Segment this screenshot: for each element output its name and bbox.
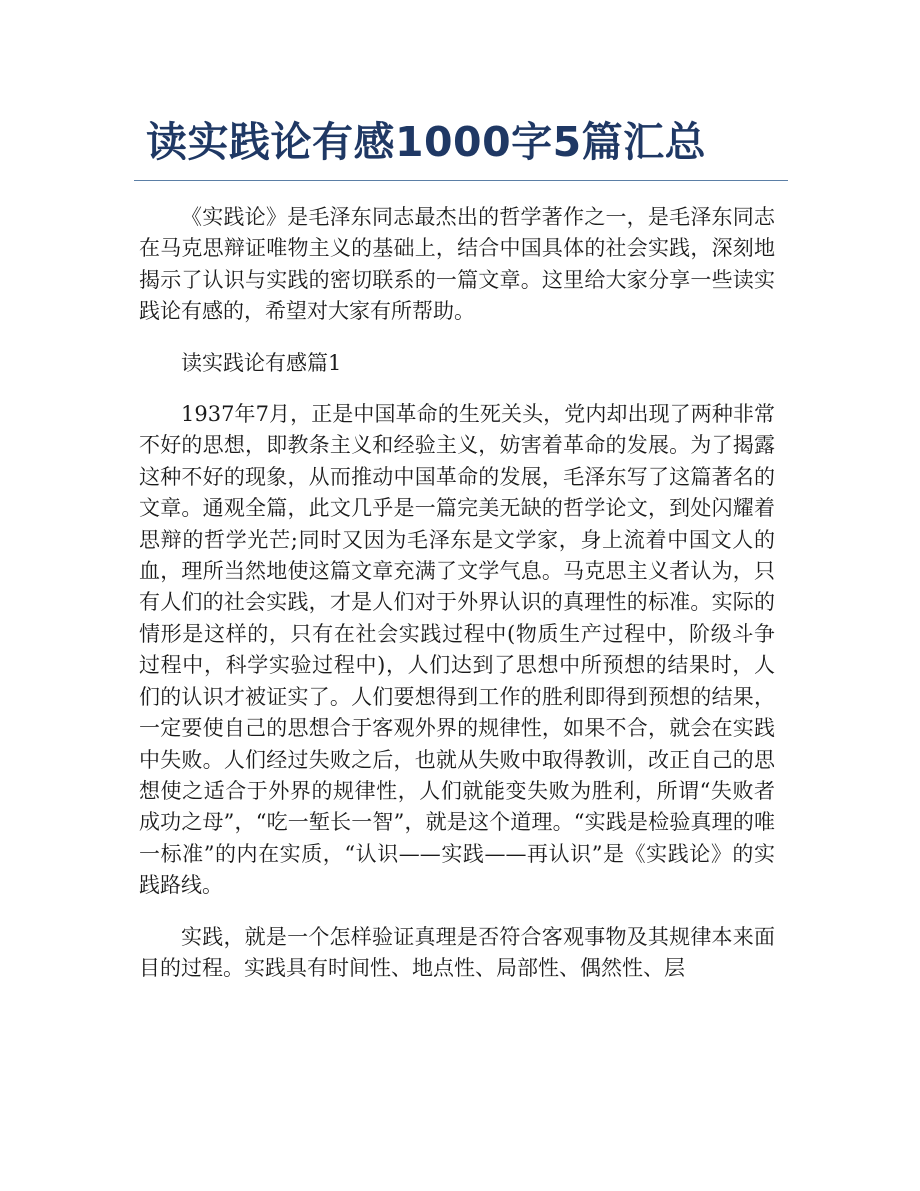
body-paragraph: 1937年7月，正是中国革命的生死关头，党内却出现了两种非常不好的思想，即教条主义和经验主义，妨害着革命的发展。为了揭露这种不好的现象，从而推动中国革命的发展，毛泽东写了这篇著名的文章。通观全篇，此文几乎是一篇完美无缺的哲学论文，到处闪耀着思辩的哲学光芒;同时又因为毛泽东是文学家，身上流着中国文人的血，理所当然地使这篇文章充满了文学气息。马克思主义者认为，只有人们的社会实践，才是人们对于外界认识的真理性的标准。实际的情形是这样的，只有在社会实践过程中(物质生产过程中，阶级斗争过程中，科学实验过程中)，人们达到了思想中所预想的结果时，人们的认识才被证实了。人们要想得到工作的胜利即得到预想的结果，一定要使自己的思想合于客观外界的规律性，如果不合，就会在实践中失败。人们经过失败之后，也就从失败中取得教训，改正自己的思想使之适合于外界的规律性，人们就能变失败为胜利，所谓“失败者成功之母”，“吃一堑长一智”，就是这个道理。“实践是检验真理的唯一标准”的内在实质，“认识——实践——再认识”是《实践论》的实践路线。: [139, 402, 775, 898]
section-heading: 读实践论有感篇1: [181, 350, 342, 375]
intro-paragraph: 《实践论》是毛泽东同志最杰出的哲学著作之一，是毛泽东同志在马克思辩证唯物主义的基础上，结合中国具体的社会实践，深刻地揭示了认识与实践的密切联系的一篇文章。这里给大家分享一些读实践论有感的，希望对大家有所帮助。: [139, 205, 775, 324]
document-title: 读实践论有感1000字5篇汇总: [146, 118, 707, 166]
body-paragraph: 实践，就是一个怎样验证真理是否符合客观事物及其规律本来面目的过程。实践具有时间性、地点性、局部性、偶然性、层: [139, 924, 775, 980]
title-divider: [134, 180, 788, 181]
document-body: [139, 202, 775, 1004]
